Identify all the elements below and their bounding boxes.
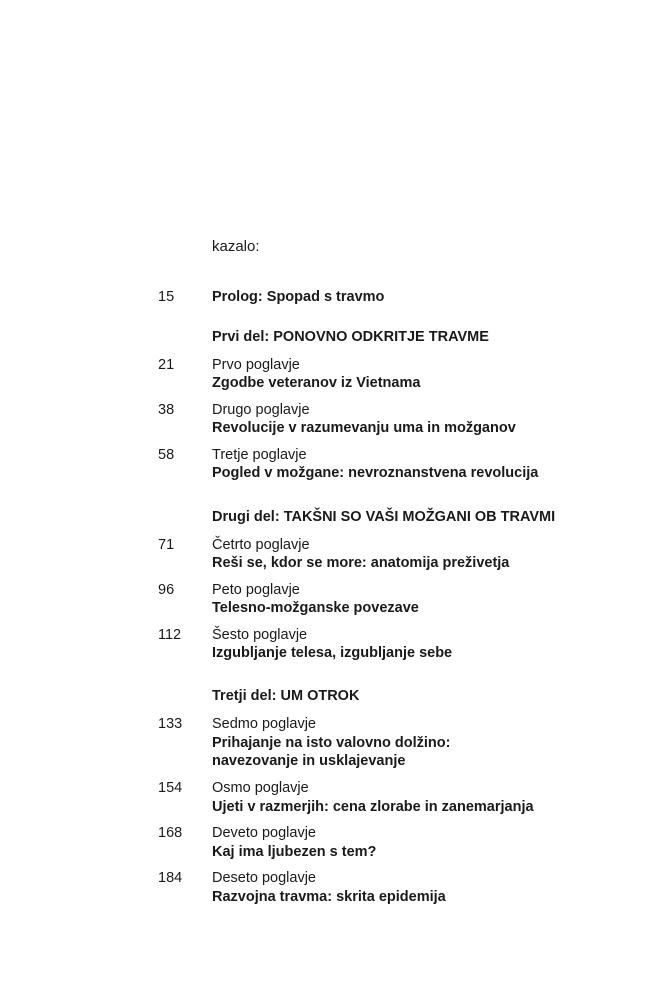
toc-heading: kazalo: xyxy=(212,238,260,255)
chapter-label: Peto poglavje xyxy=(212,582,300,598)
chapter-label: Sedmo poglavje xyxy=(212,716,316,732)
prolog-page-number: 15 xyxy=(158,289,175,305)
chapter-title: Ujeti v razmerjih: cena zlorabe in zanemarjanja xyxy=(212,799,534,815)
chapter-title-continued: navezovanje in usklajevanje xyxy=(212,753,406,769)
chapter-page-number: 38 xyxy=(158,402,175,418)
chapter-page-number: 184 xyxy=(158,870,183,886)
chapter-label: Prvo poglavje xyxy=(212,357,300,373)
chapter-page-number: 96 xyxy=(158,582,175,598)
chapter-label: Deseto poglavje xyxy=(212,870,316,886)
chapter-label: Drugo poglavje xyxy=(212,402,310,418)
chapter-title: Prihajanje na isto valovno dolžino: xyxy=(212,735,451,751)
chapter-title: Kaj ima ljubezen s tem? xyxy=(212,844,377,860)
chapter-title: Reši se, kdor se more: anatomija preživetja xyxy=(212,555,510,571)
chapter-page-number: 154 xyxy=(158,780,183,796)
chapter-title: Izgubljanje telesa, izgubljanje sebe xyxy=(212,645,453,661)
chapter-page-number: 71 xyxy=(158,537,175,553)
prolog-title: Prolog: Spopad s travmo xyxy=(212,289,385,305)
part-title: Tretji del: UM OTROK xyxy=(212,688,360,704)
chapter-page-number: 133 xyxy=(158,716,183,732)
chapter-title: Pogled v možgane: nevroznanstvena revolucija xyxy=(212,465,539,481)
chapter-label: Osmo poglavje xyxy=(212,780,309,796)
chapter-label: Tretje poglavje xyxy=(212,447,307,463)
chapter-page-number: 112 xyxy=(158,627,182,643)
chapter-label: Deveto poglavje xyxy=(212,825,316,841)
chapter-label: Šesto poglavje xyxy=(212,627,308,643)
chapter-page-number: 58 xyxy=(158,447,175,463)
chapter-page-number: 168 xyxy=(158,825,183,841)
chapter-label: Četrto poglavje xyxy=(212,537,310,553)
chapter-page-number: 21 xyxy=(158,357,175,373)
chapter-title: Zgodbe veteranov iz Vietnama xyxy=(212,375,421,391)
part-title: Drugi del: TAKŠNI SO VAŠI MOŽGANI OB TRAVMI xyxy=(212,509,556,525)
chapter-title: Razvojna travma: skrita epidemija xyxy=(212,889,446,905)
chapter-title: Revolucije v razumevanju uma in možganov xyxy=(212,420,516,436)
part-title: Prvi del: PONOVNO ODKRITJE TRAVME xyxy=(212,329,489,345)
chapter-title: Telesno-možganske povezave xyxy=(212,600,419,616)
